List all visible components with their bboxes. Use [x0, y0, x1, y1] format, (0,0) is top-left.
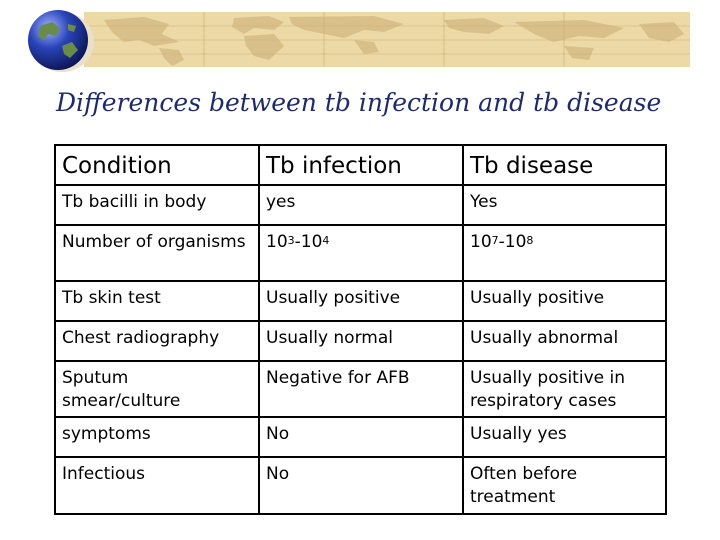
world-map-banner — [84, 12, 690, 67]
header-tb-infection: Tb infection — [259, 145, 463, 185]
table-row — [55, 281, 666, 321]
table-header-row — [55, 145, 666, 185]
organism-count-exponent: 3 — [287, 234, 295, 247]
table-row — [55, 361, 666, 417]
range-separator: - — [498, 232, 505, 252]
cell-tb-infection — [259, 225, 463, 281]
organism-count-base: 10 — [266, 232, 288, 252]
organism-count-exponent: 4 — [322, 234, 330, 247]
cell-condition: Chest radiography — [55, 321, 259, 361]
cell-condition: Number of organisms — [55, 225, 259, 281]
cell-tb-disease: Yes — [463, 185, 666, 225]
table-row — [55, 417, 666, 457]
cell-condition: Tb bacilli in body — [55, 185, 259, 225]
world-map-icon — [84, 12, 690, 67]
organism-count-exponent: 7 — [491, 234, 499, 247]
header-condition: Condition — [55, 145, 259, 185]
cell-tb-infection: Negative for AFB — [259, 361, 463, 417]
organism-count-exponent: 8 — [526, 234, 534, 247]
organism-count-base: 10 — [300, 232, 323, 252]
slide-title: Differences between tb infection and tb disease — [56, 88, 662, 117]
cell-condition: Infectious — [55, 457, 259, 514]
cell-tb-infection: yes — [259, 185, 463, 225]
cell-tb-infection: Usually normal — [259, 321, 463, 361]
table-row — [55, 225, 666, 281]
globe-icon — [10, 6, 96, 74]
cell-condition: Tb skin test — [55, 281, 259, 321]
cell-tb-disease — [463, 225, 666, 281]
cell-condition: Sputum smear/culture — [55, 361, 259, 417]
organism-count-base: 10 — [470, 232, 492, 252]
table-row — [55, 457, 666, 514]
cell-tb-infection: No — [259, 457, 463, 514]
cell-tb-disease: Usually positive in respiratory cases — [463, 361, 666, 417]
range-separator: - — [294, 232, 301, 252]
header-tb-disease: Tb disease — [463, 145, 666, 185]
table-row — [55, 321, 666, 361]
cell-tb-disease: Often before treatment — [463, 457, 666, 514]
cell-tb-infection: Usually positive — [259, 281, 463, 321]
cell-tb-disease: Usually abnormal — [463, 321, 666, 361]
cell-condition: symptoms — [55, 417, 259, 457]
comparison-table — [54, 144, 667, 515]
cell-tb-infection: No — [259, 417, 463, 457]
table-row — [55, 185, 666, 225]
cell-tb-disease: Usually yes — [463, 417, 666, 457]
cell-tb-disease: Usually positive — [463, 281, 666, 321]
organism-count-base: 10 — [504, 232, 527, 252]
globe-logo — [10, 6, 96, 74]
